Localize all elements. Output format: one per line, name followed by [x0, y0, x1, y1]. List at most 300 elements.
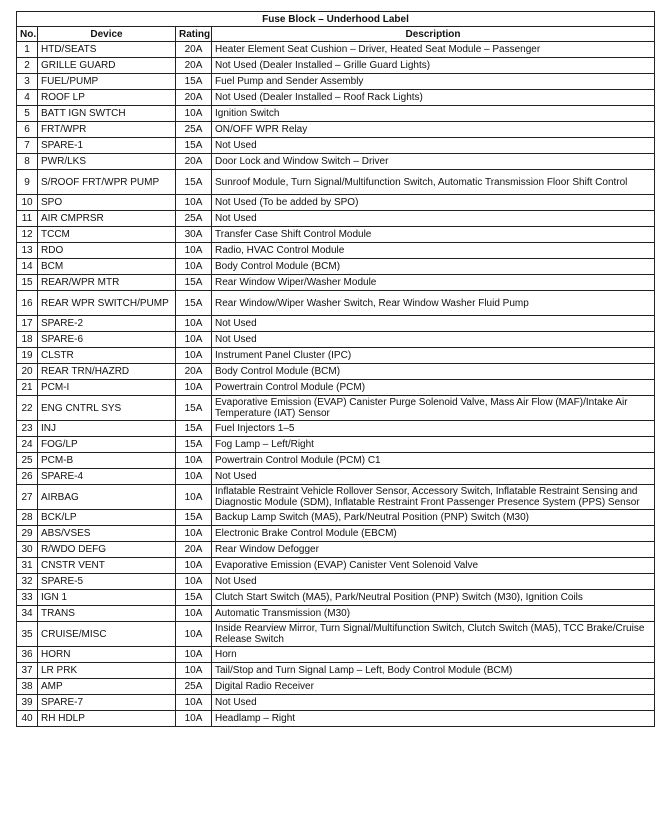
fuse-device-text: TCCM — [41, 229, 70, 240]
table-row — [17, 396, 655, 421]
header-description: Description — [212, 27, 655, 42]
fuse-number — [17, 485, 38, 510]
fuse-device-text: PCM-B — [41, 455, 74, 466]
table-row — [17, 364, 655, 380]
fuse-description — [212, 695, 655, 711]
table-row — [17, 138, 655, 154]
fuse-number — [17, 396, 38, 421]
fuse-device — [38, 485, 176, 510]
fuse-number-text: 40 — [21, 713, 33, 724]
fuse-description — [212, 574, 655, 590]
fuse-device — [38, 622, 176, 647]
fuse-number — [17, 195, 38, 211]
table-row — [17, 380, 655, 396]
fuse-number — [17, 711, 38, 727]
fuse-device — [38, 396, 176, 421]
fuse-number — [17, 574, 38, 590]
fuse-number — [17, 510, 38, 526]
fuse-device — [38, 348, 176, 364]
fuse-rating-text: 15A — [184, 402, 203, 414]
fuse-device-text: INJ — [41, 423, 56, 434]
fuse-description — [212, 647, 655, 663]
table-row — [17, 437, 655, 453]
table-row — [17, 526, 655, 542]
fuse-rating — [176, 526, 212, 542]
table-row — [17, 122, 655, 138]
fuse-rating — [176, 227, 212, 243]
fuse-rating-text: 30A — [184, 229, 203, 240]
table-row — [17, 170, 655, 195]
fuse-number — [17, 58, 38, 74]
fuse-rating — [176, 380, 212, 396]
fuse-device — [38, 574, 176, 590]
fuse-description-text: Ignition Switch — [215, 108, 280, 119]
fuse-description-text: Door Lock and Window Switch – Driver — [215, 156, 389, 167]
fuse-rating — [176, 485, 212, 510]
fuse-description-text: Clutch Start Switch (MA5), Park/Neutral Position (PNP) Switch (M30), Ignition Coils — [215, 592, 583, 603]
fuse-device — [38, 380, 176, 396]
fuse-device-text: BATT IGN SWTCH — [41, 108, 126, 119]
fuse-device — [38, 122, 176, 138]
fuse-device-text: AIR CMPRSR — [41, 213, 104, 224]
fuse-rating-text: 20A — [184, 544, 203, 555]
fuse-number — [17, 695, 38, 711]
fuse-number-text: 29 — [21, 528, 33, 539]
fuse-device-text: TRANS — [41, 608, 75, 619]
fuse-description-text: Not Used — [215, 471, 257, 482]
fuse-device — [38, 227, 176, 243]
fuse-description-text: Digital Radio Receiver — [215, 681, 314, 692]
fuse-rating-text: 15A — [184, 423, 203, 434]
fuse-number — [17, 243, 38, 259]
fuse-device-text: ROOF LP — [41, 92, 85, 103]
fuse-rating-text: 10A — [184, 334, 203, 345]
fuse-description — [212, 526, 655, 542]
fuse-device-text: PCM-I — [41, 382, 70, 393]
fuse-rating-text: 10A — [184, 528, 203, 539]
fuse-description-text: Radio, HVAC Control Module — [215, 245, 345, 256]
fuse-description-text: Headlamp – Right — [215, 713, 296, 724]
fuse-rating-text: 20A — [184, 156, 203, 167]
fuse-device-text: FUEL/PUMP — [41, 76, 99, 87]
fuse-rating-text: 10A — [184, 576, 203, 587]
fuse-device-text: REAR TRN/HAZRD — [41, 366, 130, 377]
fuse-device-text: SPO — [41, 197, 63, 208]
fuse-description — [212, 606, 655, 622]
fuse-description-text: Body Control Module (BCM) — [215, 366, 341, 377]
fuse-description-text: Powertrain Control Module (PCM) — [215, 382, 366, 393]
fuse-number-text: 4 — [24, 92, 30, 103]
table-row — [17, 227, 655, 243]
fuse-device — [38, 711, 176, 727]
fuse-number-text: 38 — [21, 681, 33, 692]
fuse-description-text: Rear Window Wiper/Washer Module — [215, 277, 377, 288]
table-title: Fuse Block – Underhood Label — [17, 12, 655, 27]
fuse-rating-text: 10A — [184, 382, 203, 393]
fuse-description-text: Inside Rearview Mirror, Turn Signal/Multifunction Switch, Clutch Switch (MA5), TCC Brake/Cruise Release Switch — [215, 623, 645, 645]
fuse-device-text: ABS/VSES — [41, 528, 91, 539]
fuse-rating-text: 15A — [184, 297, 203, 309]
fuse-device-text: PWR/LKS — [41, 156, 87, 167]
fuse-rating-text: 10A — [184, 608, 203, 619]
fuse-device — [38, 526, 176, 542]
table-row — [17, 558, 655, 574]
fuse-number — [17, 332, 38, 348]
fuse-number — [17, 469, 38, 485]
fuse-rating-text: 15A — [184, 176, 203, 188]
fuse-description — [212, 195, 655, 211]
header-row — [17, 27, 655, 42]
fuse-rating-text: 20A — [184, 366, 203, 377]
table-row — [17, 316, 655, 332]
fuse-description — [212, 332, 655, 348]
fuse-number-text: 12 — [21, 229, 33, 240]
fuse-rating — [176, 154, 212, 170]
fuse-description — [212, 485, 655, 510]
fuse-device-text: AMP — [41, 681, 63, 692]
fuse-description — [212, 58, 655, 74]
fuse-rating — [176, 421, 212, 437]
fuse-rating-text: 10A — [184, 318, 203, 329]
fuse-number-text: 9 — [24, 176, 30, 188]
fuse-device — [38, 243, 176, 259]
fuse-description — [212, 275, 655, 291]
table-row — [17, 74, 655, 90]
table-row — [17, 711, 655, 727]
fuse-device — [38, 106, 176, 122]
fuse-rating — [176, 211, 212, 227]
fuse-description-text: Inflatable Restraint Vehicle Rollover Sensor, Accessory Switch, Inflatable Restraint Sensing and Diagnostic Module (SDM), Inflatable Restraint Front Passenger Presence System (PPS) Sensor — [215, 486, 640, 508]
fuse-description-text: Backup Lamp Switch (MA5), Park/Neutral Position (PNP) Switch (M30) — [215, 512, 529, 523]
fuse-device — [38, 74, 176, 90]
fuse-rating — [176, 663, 212, 679]
fuse-device-text: FOG/LP — [41, 439, 78, 450]
fuse-rating-text: 10A — [184, 261, 203, 272]
fuse-description-text: Fuel Injectors 1–5 — [215, 423, 295, 434]
fuse-rating — [176, 647, 212, 663]
table-row — [17, 154, 655, 170]
table-row — [17, 453, 655, 469]
fuse-device — [38, 437, 176, 453]
table-row — [17, 510, 655, 526]
fuse-number-text: 17 — [21, 318, 33, 329]
fuse-rating — [176, 291, 212, 316]
fuse-number — [17, 138, 38, 154]
fuse-number-text: 39 — [21, 697, 33, 708]
fuse-rating-text: 10A — [184, 649, 203, 660]
fuse-rating — [176, 122, 212, 138]
fuse-description-text: Horn — [215, 649, 237, 660]
fuse-device — [38, 58, 176, 74]
fuse-description — [212, 542, 655, 558]
fuse-description — [212, 663, 655, 679]
fuse-number-text: 25 — [21, 455, 33, 466]
fuse-device-text: ENG CNTRL SYS — [41, 402, 122, 414]
fuse-description-text: Fog Lamp – Left/Right — [215, 439, 314, 450]
fuse-rating-text: 10A — [184, 628, 203, 640]
fuse-number-text: 11 — [21, 213, 33, 224]
fuse-description — [212, 348, 655, 364]
fuse-rating — [176, 469, 212, 485]
fuse-device-text: SPARE-6 — [41, 334, 84, 345]
fuse-number — [17, 154, 38, 170]
fuse-rating — [176, 679, 212, 695]
fuse-device-text: CLSTR — [41, 350, 74, 361]
table-row — [17, 606, 655, 622]
fuse-rating-text: 15A — [184, 140, 203, 151]
table-row — [17, 542, 655, 558]
fuse-description-text: Electronic Brake Control Module (EBCM) — [215, 528, 397, 539]
fuse-description-text: Not Used — [215, 697, 257, 708]
fuse-number — [17, 663, 38, 679]
fuse-number-text: 36 — [21, 649, 33, 660]
fuse-device — [38, 275, 176, 291]
fuse-device — [38, 453, 176, 469]
fuse-device — [38, 259, 176, 275]
fuse-description — [212, 421, 655, 437]
fuse-number-text: 27 — [21, 491, 33, 503]
fuse-number — [17, 526, 38, 542]
fuse-device-text: HTD/SEATS — [41, 44, 97, 55]
fuse-number-text: 23 — [21, 423, 33, 434]
fuse-device — [38, 421, 176, 437]
fuse-rating — [176, 275, 212, 291]
fuse-description-text: Transfer Case Shift Control Module — [215, 229, 372, 240]
fuse-rating — [176, 106, 212, 122]
fuse-device — [38, 663, 176, 679]
fuse-rating-text: 25A — [184, 124, 203, 135]
fuse-rating — [176, 243, 212, 259]
fuse-rating — [176, 437, 212, 453]
fuse-rating — [176, 364, 212, 380]
fuse-device — [38, 542, 176, 558]
fuse-number — [17, 679, 38, 695]
fuse-rating — [176, 195, 212, 211]
fuse-rating — [176, 348, 212, 364]
fuse-number-text: 19 — [21, 350, 33, 361]
table-row — [17, 647, 655, 663]
fuse-number-text: 2 — [24, 60, 30, 71]
fuse-number-text: 20 — [21, 366, 33, 377]
fuse-number-text: 26 — [21, 471, 33, 482]
fuse-description-text: Body Control Module (BCM) — [215, 261, 341, 272]
fuse-description-text: Not Used — [215, 140, 257, 151]
fuse-number-text: 15 — [21, 277, 33, 288]
fuse-description — [212, 679, 655, 695]
fuse-rating-text: 10A — [184, 665, 203, 676]
fuse-device-text: SPARE-4 — [41, 471, 84, 482]
fuse-number — [17, 291, 38, 316]
fuse-number-text: 10 — [21, 197, 33, 208]
fuse-device-text: BCM — [41, 261, 64, 272]
fuse-rating-text: 10A — [184, 491, 203, 503]
table-row — [17, 590, 655, 606]
fuse-description — [212, 122, 655, 138]
table-row — [17, 42, 655, 58]
fuse-number — [17, 453, 38, 469]
fuse-device — [38, 42, 176, 58]
fuse-number-text: 6 — [24, 124, 30, 135]
fuse-number — [17, 348, 38, 364]
fuse-rating-text: 15A — [184, 439, 203, 450]
fuse-rating-text: 15A — [184, 592, 203, 603]
fuse-number — [17, 316, 38, 332]
fuse-description — [212, 437, 655, 453]
table-row — [17, 332, 655, 348]
fuse-device — [38, 647, 176, 663]
fuse-description — [212, 510, 655, 526]
fuse-device — [38, 558, 176, 574]
table-row — [17, 195, 655, 211]
header-device: Device — [38, 27, 176, 42]
fuse-device — [38, 364, 176, 380]
fuse-number — [17, 74, 38, 90]
fuse-rating-text: 10A — [184, 560, 203, 571]
fuse-device — [38, 138, 176, 154]
fuse-number-text: 8 — [24, 156, 30, 167]
table-row — [17, 106, 655, 122]
fuse-device-text: IGN 1 — [41, 592, 68, 603]
fuse-number — [17, 106, 38, 122]
fuse-device — [38, 469, 176, 485]
fuse-device — [38, 154, 176, 170]
fuse-number — [17, 542, 38, 558]
fuse-table — [16, 11, 655, 727]
fuse-description-text: Not Used — [215, 576, 257, 587]
fuse-rating — [176, 138, 212, 154]
fuse-device — [38, 606, 176, 622]
fuse-rating — [176, 396, 212, 421]
fuse-device — [38, 695, 176, 711]
fuse-description-text: Rear Window/Wiper Washer Switch, Rear Window Washer Fluid Pump — [215, 297, 529, 309]
table-row — [17, 291, 655, 316]
fuse-number-text: 32 — [21, 576, 33, 587]
fuse-number — [17, 42, 38, 58]
fuse-device-text: R/WDO DEFG — [41, 544, 106, 555]
fuse-number — [17, 364, 38, 380]
fuse-rating — [176, 711, 212, 727]
fuse-description-text: Not Used — [215, 318, 257, 329]
fuse-rating-text: 10A — [184, 350, 203, 361]
fuse-rating — [176, 259, 212, 275]
fuse-device-text: REAR WPR SWITCH/PUMP — [41, 297, 169, 309]
fuse-device — [38, 291, 176, 316]
fuse-device-text: FRT/WPR — [41, 124, 87, 135]
fuse-device-text: RDO — [41, 245, 64, 256]
fuse-description — [212, 90, 655, 106]
fuse-number-text: 28 — [21, 512, 33, 523]
fuse-number-text: 33 — [21, 592, 33, 603]
fuse-number — [17, 90, 38, 106]
fuse-number — [17, 590, 38, 606]
table-row — [17, 348, 655, 364]
fuse-rating-text: 20A — [184, 60, 203, 71]
fuse-description — [212, 316, 655, 332]
fuse-rating — [176, 542, 212, 558]
fuse-rating-text: 10A — [184, 455, 203, 466]
fuse-number — [17, 275, 38, 291]
fuse-device — [38, 170, 176, 195]
fuse-number-text: 31 — [21, 560, 33, 571]
fuse-rows — [17, 42, 655, 727]
fuse-description — [212, 622, 655, 647]
fuse-number-text: 5 — [24, 108, 30, 119]
fuse-number — [17, 170, 38, 195]
fuse-device-text: GRILLE GUARD — [41, 60, 116, 71]
fuse-description — [212, 42, 655, 58]
fuse-number-text: 16 — [21, 297, 33, 309]
fuse-description-text: Not Used (To be added by SPO) — [215, 197, 359, 208]
fuse-number — [17, 211, 38, 227]
fuse-rating — [176, 316, 212, 332]
fuse-description-text: Not Used (Dealer Installed – Roof Rack Lights) — [215, 92, 423, 103]
table-row — [17, 485, 655, 510]
fuse-description — [212, 469, 655, 485]
fuse-description — [212, 259, 655, 275]
fuse-rating-text: 20A — [184, 44, 203, 55]
fuse-rating-text: 10A — [184, 471, 203, 482]
fuse-device-text: AIRBAG — [41, 491, 79, 503]
fuse-description — [212, 590, 655, 606]
fuse-rating — [176, 90, 212, 106]
fuse-number — [17, 647, 38, 663]
fuse-rating-text: 15A — [184, 277, 203, 288]
fuse-device-text: HORN — [41, 649, 71, 660]
fuse-rating-text: 25A — [184, 213, 203, 224]
fuse-device — [38, 195, 176, 211]
table-row — [17, 679, 655, 695]
table-row — [17, 259, 655, 275]
fuse-number — [17, 437, 38, 453]
table-row — [17, 663, 655, 679]
fuse-description-text: Heater Element Seat Cushion – Driver, Heated Seat Module – Passenger — [215, 44, 541, 55]
fuse-device-text: SPARE-5 — [41, 576, 84, 587]
fuse-device-text: CRUISE/MISC — [41, 628, 107, 640]
fuse-description-text: Fuel Pump and Sender Assembly — [215, 76, 364, 87]
fuse-number-text: 1 — [24, 44, 30, 55]
fuse-rating — [176, 695, 212, 711]
fuse-description — [212, 364, 655, 380]
fuse-description-text: Not Used (Dealer Installed – Grille Guard Lights) — [215, 60, 431, 71]
table-row — [17, 469, 655, 485]
fuse-description-text: Tail/Stop and Turn Signal Lamp – Left, Body Control Module (BCM) — [215, 665, 513, 676]
fuse-description — [212, 138, 655, 154]
fuse-device — [38, 679, 176, 695]
fuse-number-text: 18 — [21, 334, 33, 345]
fuse-device — [38, 590, 176, 606]
fuse-device — [38, 316, 176, 332]
fuse-description-text: Evaporative Emission (EVAP) Canister Purge Solenoid Valve, Mass Air Flow (MAF)/Intake Air Temperature (IAT) Sensor — [215, 397, 628, 419]
fuse-rating — [176, 622, 212, 647]
fuse-rating — [176, 510, 212, 526]
fuse-device — [38, 332, 176, 348]
fuse-rating — [176, 574, 212, 590]
fuse-description — [212, 396, 655, 421]
fuse-number — [17, 558, 38, 574]
fuse-device — [38, 510, 176, 526]
fuse-number — [17, 122, 38, 138]
fuse-device — [38, 90, 176, 106]
fuse-rating-text: 15A — [184, 76, 203, 87]
fuse-rating-text: 10A — [184, 108, 203, 119]
fuse-description-text: Powertrain Control Module (PCM) C1 — [215, 455, 381, 466]
table-row — [17, 275, 655, 291]
header-no: No. — [17, 27, 38, 42]
fuse-device — [38, 211, 176, 227]
fuse-description-text: Not Used — [215, 213, 257, 224]
title-row — [17, 12, 655, 27]
fuse-number-text: 30 — [21, 544, 33, 555]
